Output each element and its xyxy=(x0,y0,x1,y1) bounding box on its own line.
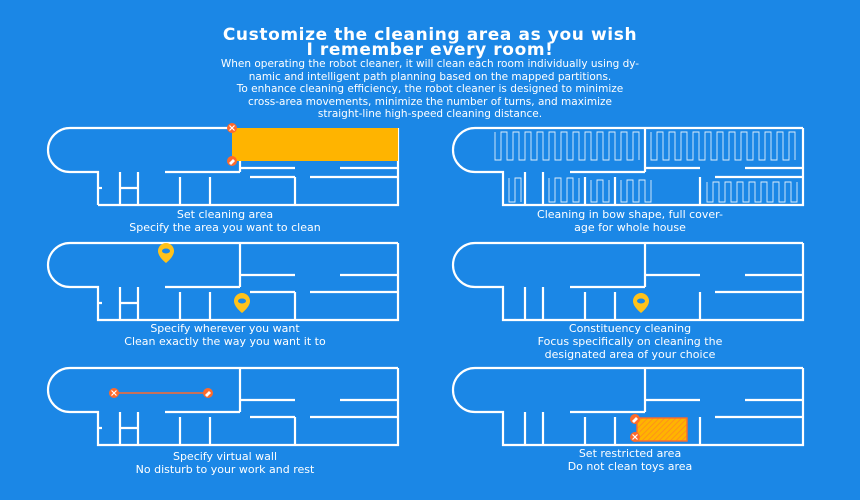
restricted-zone[interactable] xyxy=(637,418,687,441)
intro-paragraph xyxy=(60,58,800,121)
location-pin-icon[interactable] xyxy=(633,293,649,313)
caption-line: No disturb to your work and rest xyxy=(135,463,315,476)
intro-line: straight-line high-speed cleaning distance. xyxy=(317,108,543,120)
location-pin-icon[interactable] xyxy=(234,293,250,313)
panel-spot-cleaning xyxy=(40,235,410,348)
panel-constituency-cleaning xyxy=(445,235,815,361)
intro-line: When operating the robot cleaner, it will clean each room individually using dy- xyxy=(220,58,640,70)
caption-line: Specify the area you want to clean xyxy=(129,221,321,234)
floor-plan xyxy=(445,360,815,450)
intro-line: namic and intelligent path planning based on the mapped partitions. xyxy=(248,70,612,83)
caption-line: Cleaning in bow shape, full cover- xyxy=(537,208,723,221)
panel-restricted-area xyxy=(445,360,815,473)
floor-plan xyxy=(40,235,410,325)
intro-line: cross-area movements, minimize the number of turns, and maximize xyxy=(248,95,612,108)
panel-caption xyxy=(40,208,410,234)
caption-line: Specify wherever you want xyxy=(150,322,300,335)
panel-caption xyxy=(445,208,815,234)
headline-line-1: Customize the cleaning area as you wish xyxy=(222,25,638,45)
caption-line: Do not clean toys area xyxy=(567,460,693,473)
caption-line: Set restricted area xyxy=(578,447,682,460)
floor-plan xyxy=(40,120,410,210)
headline-line-2: I remember every room! xyxy=(306,40,554,60)
panel-virtual-wall xyxy=(40,360,410,476)
floor-plan xyxy=(40,360,410,450)
caption-line: age for whole house xyxy=(574,221,686,234)
panel-caption xyxy=(445,447,815,473)
panel-caption xyxy=(40,450,410,476)
location-pin-icon[interactable] xyxy=(158,243,174,263)
caption-line: Focus specifically on cleaning the xyxy=(537,335,723,348)
panel-set-cleaning-area xyxy=(40,120,410,234)
floor-plan xyxy=(445,120,815,210)
panel-caption xyxy=(445,322,815,361)
selected-cleaning-area xyxy=(232,128,398,161)
caption-line: designated area of your choice xyxy=(544,348,716,361)
caption-line: Set cleaning area xyxy=(176,208,274,221)
intro-line: To enhance cleaning efficiency, the robot cleaner is designed to minimize xyxy=(236,83,624,95)
floor-plan xyxy=(445,235,815,325)
panel-caption xyxy=(40,322,410,348)
caption-line: Specify virtual wall xyxy=(172,450,278,463)
panel-bow-shape xyxy=(445,120,815,234)
caption-line: Constituency cleaning xyxy=(568,322,692,335)
caption-line: Clean exactly the way you want it to xyxy=(124,335,326,348)
